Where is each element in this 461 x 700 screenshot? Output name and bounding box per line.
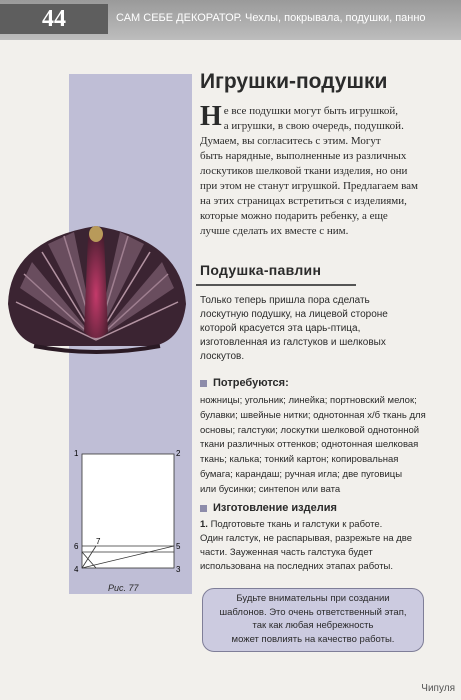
diagram-point-label: 6 [74, 542, 79, 551]
section-title: Подушка-павлин [200, 262, 322, 278]
step-text: Подготовьте ткань и галстуки к работе. [207, 519, 383, 530]
intro-paragraph [200, 101, 450, 239]
diagram-point-label: 3 [176, 565, 181, 574]
materials-line: бумага; карандаш; ручная игла; две пуговицы [200, 468, 403, 480]
materials-heading [200, 377, 289, 389]
para-line: изготовленная из галстуков и шелковых [200, 337, 386, 348]
materials-line: ткань; калька; тонкий картон; копировальная [200, 454, 399, 466]
intro-line: а игрушки, в свою очередь, подушкой. [223, 120, 404, 132]
diagram-point-label: 7 [96, 537, 101, 546]
figure-caption: Рис. 77 [108, 583, 139, 593]
step-line: части. Зауженная часть галстука будет [200, 547, 373, 558]
para-line: лоскутов. [200, 351, 245, 362]
section-paragraph [200, 294, 455, 364]
diagram-point-label: 2 [176, 449, 181, 458]
peacock-pillow-photo [4, 212, 190, 360]
diagram-point-label: 1 [74, 449, 79, 458]
watermark: Чипуля [421, 683, 455, 694]
drop-cap: Н [200, 101, 222, 132]
para-line: лоскутную подушку, на лицевой стороне [200, 309, 388, 320]
step-first-line [200, 518, 455, 532]
intro-line: при этом не станут игрушкой. Предлагаем вам [200, 180, 419, 192]
materials-line: основы; галстуки; лоскутки шелковой однотонной [200, 424, 420, 436]
page-number: 44 [0, 4, 108, 34]
diagram-point-label: 5 [176, 542, 181, 551]
square-bullet-icon [200, 505, 207, 512]
materials-list [200, 394, 455, 498]
materials-title: Потребуются: [213, 377, 289, 389]
making-steps [200, 518, 455, 574]
intro-line: лоскутиков шелковой ткани изделия, но они [200, 165, 408, 177]
materials-line: ткани различных оттенков; однотонная шелковая [200, 439, 419, 451]
note-line: может повлиять на качество работы. [231, 633, 395, 645]
materials-line: булавки; швейные нитки; однотонная х/б ткань для [200, 409, 426, 421]
para-line: Только теперь пришла пора сделать [200, 295, 370, 306]
pattern-diagram [74, 448, 188, 578]
intro-line: лучше сделать их вместе с ним. [200, 225, 349, 237]
step-line: Один галстук, не распарывая, разрежьте на две [200, 533, 413, 544]
making-heading [200, 502, 337, 514]
intro-line: на этих страницах встретиться с изделиями, [200, 195, 407, 207]
intro-line: е все подушки могут быть игрушкой, [223, 105, 399, 117]
intro-line: Думаем, вы согласитесь с этим. Могут [200, 135, 381, 147]
tip-note-box [202, 588, 424, 652]
para-line: которой красуется эта царь-птица, [200, 323, 361, 334]
square-bullet-icon [200, 380, 207, 387]
materials-line: ножницы; угольник; линейка; портновский мелок; [200, 395, 417, 406]
note-line: Будьте внимательны при создании [236, 593, 390, 604]
running-title: САМ СЕБЕ ДЕКОРАТОР. Чехлы, покрывала, подушки, панно [116, 12, 426, 24]
note-line: так как любая небрежность [252, 620, 374, 631]
step-number: 1. [200, 519, 208, 530]
note-line: шаблонов. Это очень ответственный этап, [219, 606, 407, 618]
making-title: Изготовление изделия [213, 502, 337, 514]
intro-line: быть нарядные, выполненные из различных [200, 150, 407, 162]
article-title: Игрушки-подушки [200, 70, 388, 93]
materials-line: или бусинки; синтепон или вата [200, 483, 341, 495]
step-line: использована на последних этапах работы. [200, 561, 394, 572]
running-header [0, 0, 461, 40]
diagram-point-label: 4 [74, 565, 79, 574]
intro-line: которые можно подарить ребенку, а еще [200, 210, 388, 222]
